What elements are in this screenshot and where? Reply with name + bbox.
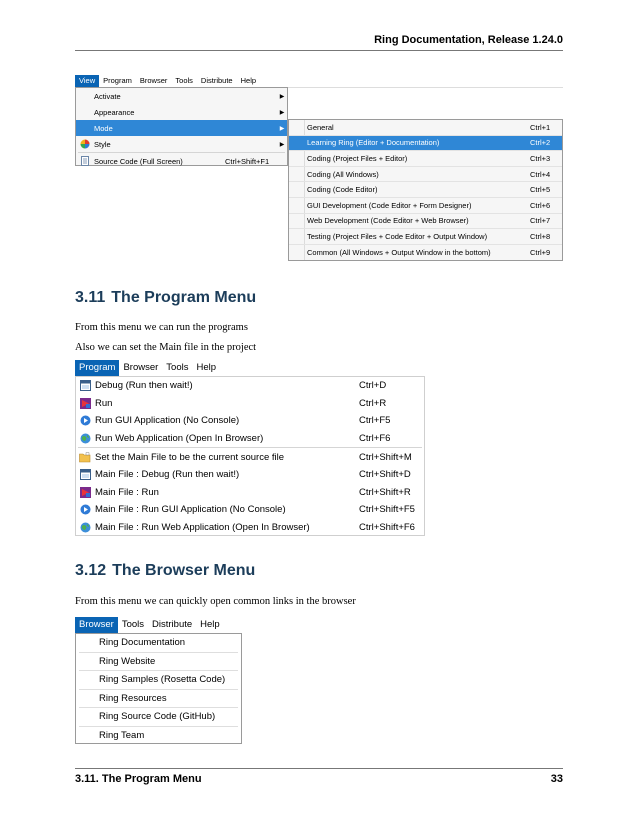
menu-item-label: Run: [95, 397, 113, 409]
menu-item-appearance[interactable]: [76, 104, 287, 120]
submenu-item-label: Web Development (Code Editor + Web Browser): [307, 216, 469, 226]
submenu-arrow-icon: ▶: [279, 125, 285, 132]
page-number: 33: [550, 773, 563, 785]
submenu-item-label: Testing (Project Files + Code Editor + Output Window): [307, 231, 488, 241]
menu-item-ring-documentation[interactable]: Ring Documentation: [79, 634, 238, 653]
menu-item-shortcut: Ctrl+Shift+M: [359, 451, 412, 463]
section-heading-program-menu: [75, 289, 256, 307]
submenu-item-label: Learning Ring (Editor + Documentation): [307, 138, 440, 148]
menu-item-label: Style: [94, 139, 111, 149]
menu-item-run-web[interactable]: [76, 430, 424, 448]
paragraph: From this menu we can run the programs: [75, 322, 248, 333]
submenu-item-shortcut: Ctrl+5: [530, 185, 551, 195]
submenu-item-shortcut: Ctrl+3: [530, 153, 551, 163]
paragraph: Also we can set the Main file in the project: [75, 342, 257, 353]
section-number: 3.11: [75, 289, 106, 306]
menubar-help[interactable]: Help: [200, 619, 220, 630]
menubar-browser[interactable]: Browser: [123, 362, 159, 373]
menubar-tools[interactable]: Tools: [175, 76, 193, 85]
menu-item-main-run-web[interactable]: [76, 519, 424, 537]
menubar-help[interactable]: Help: [240, 76, 257, 85]
submenu-item-common[interactable]: [289, 245, 562, 261]
debug-icon: [79, 469, 91, 481]
menu-item-label: Main File : Debug (Run then wait!): [95, 469, 240, 481]
submenu-item-general[interactable]: [289, 120, 562, 136]
running-header: Ring Documentation, Release 1.24.0: [374, 34, 563, 46]
folder-icon: [79, 451, 91, 463]
view-menu-screenshot: [75, 75, 563, 261]
menu-item-label: Mode: [94, 123, 113, 133]
section-title: The Program Menu: [111, 289, 257, 306]
mode-submenu: [288, 119, 563, 261]
menu-item-main-debug[interactable]: [76, 466, 424, 484]
menu-item-mode[interactable]: [76, 120, 287, 136]
menubar-browser[interactable]: Browser: [75, 617, 118, 633]
menu-item-main-run-gui[interactable]: [76, 501, 424, 519]
submenu-arrow-icon: ▶: [279, 93, 285, 100]
menubar-tools[interactable]: Tools: [121, 619, 145, 630]
menubar-browser[interactable]: Browser: [139, 76, 168, 85]
submenu-item-coding-project[interactable]: [289, 151, 562, 167]
menu-item-shortcut: Ctrl+Shift+R: [359, 486, 411, 498]
document-icon: [81, 156, 89, 166]
submenu-item-label: Coding (All Windows): [307, 169, 379, 179]
menu-item-run-gui[interactable]: [76, 412, 424, 430]
submenu-item-shortcut: Ctrl+2: [530, 138, 551, 148]
submenu-item-shortcut: Ctrl+6: [530, 200, 551, 210]
menu-item-label: Activate: [94, 91, 121, 101]
menu-item-shortcut: Ctrl+Shift+F6: [359, 522, 415, 534]
menubar-tools[interactable]: Tools: [166, 362, 189, 373]
menu-item-shortcut: Ctrl+Shift+F5: [359, 504, 415, 516]
menu-item-set-main-file[interactable]: [76, 448, 424, 466]
menu-item-ring-website[interactable]: Ring Website: [79, 653, 238, 672]
menu-item-main-run[interactable]: [76, 484, 424, 502]
browser-menubar: [75, 617, 242, 633]
menu-item-label: Source Code (Full Screen): [94, 156, 183, 166]
menu-item-activate[interactable]: [76, 88, 287, 104]
footer-rule: [75, 768, 563, 769]
palette-icon: [80, 139, 90, 149]
menu-item-debug[interactable]: [76, 377, 424, 395]
menu-item-label: Main File : Run: [95, 486, 159, 498]
submenu-item-web-development[interactable]: [289, 214, 562, 230]
menubar-view[interactable]: View: [75, 75, 99, 87]
submenu-item-shortcut: Ctrl+1: [530, 122, 551, 132]
run-icon: [79, 486, 91, 498]
submenu-item-coding-editor[interactable]: [289, 182, 562, 198]
view-dropdown: [75, 87, 288, 166]
menu-item-style[interactable]: [76, 136, 287, 152]
menubar-distribute[interactable]: Distribute: [152, 619, 193, 630]
menu-item-label: Appearance: [94, 107, 135, 117]
menu-item-run[interactable]: [76, 395, 424, 413]
program-menu-screenshot: [75, 360, 425, 536]
submenu-arrow-icon: ▶: [279, 109, 285, 116]
menu-item-shortcut: Ctrl+F5: [359, 415, 391, 427]
menu-item-shortcut: Ctrl+F6: [359, 433, 391, 445]
play-icon: [79, 504, 91, 516]
browser-dropdown: [75, 633, 242, 744]
submenu-item-label: General: [307, 122, 334, 132]
paragraph: From this menu we can quickly open common links in the browser: [75, 596, 356, 607]
menubar-program[interactable]: Program: [103, 76, 132, 85]
submenu-item-gui-development[interactable]: [289, 198, 562, 214]
section-number: 3.12: [75, 562, 107, 579]
menu-item-label: Set the Main File to be the current source file: [95, 451, 285, 463]
submenu-item-label: Coding (Code Editor): [307, 185, 378, 195]
submenu-item-label: GUI Development (Code Editor + Form Designer): [307, 200, 472, 210]
browser-menu-screenshot: [75, 617, 242, 744]
menu-item-source-code-full-screen[interactable]: [76, 153, 287, 169]
play-icon: [79, 415, 91, 427]
submenu-item-label: Coding (Project Files + Editor): [307, 153, 408, 163]
menu-item-label: Main File : Run GUI Application (No Console): [95, 504, 286, 516]
program-dropdown: [75, 376, 425, 536]
submenu-item-shortcut: Ctrl+4: [530, 169, 551, 179]
menu-item-shortcut: Ctrl+R: [359, 397, 387, 409]
header-rule: [75, 50, 563, 51]
submenu-item-testing[interactable]: [289, 229, 562, 245]
menubar-distribute[interactable]: Distribute: [200, 76, 233, 85]
menu-item-ring-samples[interactable]: Ring Samples (Rosetta Code): [79, 671, 238, 690]
submenu-item-label: Common (All Windows + Output Window in the bottom): [307, 248, 491, 258]
menu-item-ring-team[interactable]: Ring Team: [99, 730, 145, 742]
program-menubar: [75, 360, 425, 376]
submenu-item-coding-all[interactable]: [289, 167, 562, 183]
menubar-help[interactable]: Help: [196, 362, 217, 373]
run-icon: [79, 397, 91, 409]
globe-icon: [79, 433, 91, 445]
menu-item-ring-source-code[interactable]: Ring Source Code (GitHub): [79, 708, 238, 727]
debug-icon: [79, 380, 91, 392]
menu-item-shortcut: Ctrl+D: [359, 380, 387, 392]
submenu-arrow-icon: ▶: [279, 141, 285, 148]
menu-item-label: Main File : Run Web Application (Open In Browser): [95, 522, 310, 534]
submenu-item-shortcut: Ctrl+7: [530, 216, 551, 226]
menu-item-shortcut: Ctrl+Shift+F1: [225, 156, 270, 166]
submenu-item-learning-ring[interactable]: [289, 136, 562, 152]
running-footer: [75, 773, 563, 785]
menu-item-label: Run Web Application (Open In Browser): [95, 433, 264, 445]
globe-icon: [79, 522, 91, 534]
menu-item-label: Debug (Run then wait!): [95, 380, 193, 392]
section-heading-browser-menu: [75, 562, 255, 580]
menu-item-ring-resources[interactable]: Ring Resources: [79, 690, 238, 709]
menu-item-label: Run GUI Application (No Console): [95, 415, 240, 427]
menu-item-shortcut: Ctrl+Shift+D: [359, 469, 411, 481]
submenu-item-shortcut: Ctrl+9: [530, 248, 551, 258]
submenu-item-shortcut: Ctrl+8: [530, 231, 551, 241]
footer-section: 3.11. The Program Menu: [75, 773, 202, 785]
menubar-program[interactable]: Program: [75, 360, 119, 376]
section-title: The Browser Menu: [112, 562, 256, 579]
